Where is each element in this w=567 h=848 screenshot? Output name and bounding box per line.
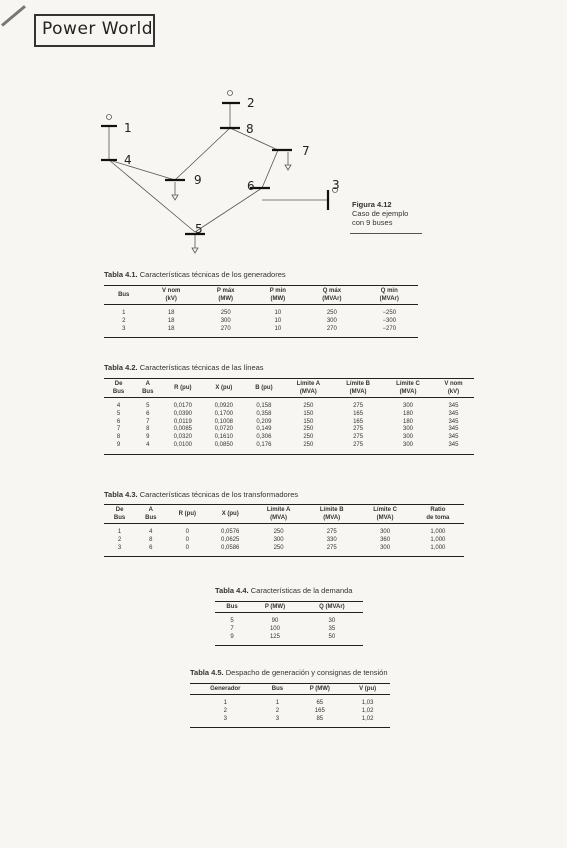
- table-cell: 0,0119: [173, 418, 192, 425]
- column-header-text: (MVA): [349, 389, 367, 395]
- table-cell: 275: [353, 426, 364, 433]
- column-header: [294, 684, 345, 695]
- table-cell: 250: [273, 529, 284, 535]
- column-header: [412, 505, 464, 524]
- table-cell: 165: [314, 707, 325, 714]
- table-cell: 2: [275, 707, 280, 714]
- table-row: [190, 695, 390, 708]
- table-row: [104, 537, 464, 545]
- table-cell: −270: [361, 326, 418, 338]
- table-row: [104, 326, 418, 338]
- column-header: [104, 286, 143, 305]
- table-cell: 345: [448, 418, 459, 425]
- column-header-text: A: [148, 507, 153, 513]
- table-cell: 250: [284, 442, 334, 454]
- table-cell: 0,0625: [221, 536, 240, 543]
- column-header: [190, 684, 261, 695]
- table-cell: 275: [333, 442, 383, 454]
- table-row: [104, 411, 474, 419]
- table-cell: 0,0085: [173, 426, 193, 433]
- table-cell: 3: [104, 326, 143, 338]
- column-header-text: (MW): [218, 296, 234, 302]
- table-cell: 65: [316, 700, 324, 706]
- table-cell: 0,1008: [214, 418, 233, 425]
- table-cell: 18: [143, 326, 198, 338]
- table-cell: 0,0576: [221, 529, 240, 535]
- table-cell: 18: [167, 317, 175, 324]
- table-cell: 300: [403, 403, 414, 409]
- table-cell: 7: [230, 625, 234, 632]
- table-header-row: [104, 505, 464, 524]
- table-cell: 0,0720: [214, 426, 233, 433]
- column-header-text: R (pu): [174, 385, 192, 391]
- column-header-text: Bus: [113, 515, 126, 521]
- table-cell: 300: [326, 317, 337, 324]
- line-4-5: [109, 160, 195, 232]
- table-cell: 345: [433, 442, 474, 454]
- table-cell: 0,0390: [173, 410, 193, 417]
- column-header: [104, 379, 133, 398]
- table-cell: 250: [303, 403, 314, 409]
- column-header-text: Límite A: [296, 381, 321, 387]
- table-cell: 0,176: [244, 442, 283, 454]
- table-cell: 2: [117, 536, 122, 543]
- table-cell: 4: [116, 403, 121, 409]
- table-cell: 1: [223, 700, 227, 706]
- table-cell: 165: [353, 410, 364, 417]
- table-cell: 8: [116, 434, 121, 441]
- column-header: [253, 286, 304, 305]
- column-header-text: (MVA): [270, 515, 288, 521]
- table-header-row: [215, 602, 363, 613]
- table-cell: 30: [328, 618, 336, 624]
- column-header-text: De: [114, 381, 123, 387]
- column-header-text: Bus: [112, 389, 125, 395]
- column-header: [284, 379, 334, 398]
- table-row: [190, 716, 390, 728]
- column-header-text: (MVAr): [322, 296, 342, 302]
- table-header-row: [104, 286, 418, 305]
- column-header-text: Límite A: [266, 507, 291, 513]
- table-cell: 345: [448, 403, 459, 409]
- column-header-text: De: [115, 507, 124, 513]
- column-header-text: (kV): [447, 389, 460, 395]
- table-row: [104, 419, 474, 427]
- column-header: [143, 286, 198, 305]
- figure-rule: [350, 233, 422, 234]
- table-cell: 150: [303, 410, 314, 417]
- table-cell: 0,0170: [173, 403, 193, 409]
- column-header-text: X (pu): [215, 385, 233, 391]
- table-cell: 7: [116, 426, 121, 433]
- table-cell: 1,000: [430, 536, 446, 543]
- table-cell: 165: [353, 418, 364, 425]
- table-cell: 5: [230, 618, 234, 624]
- table-cell: 300: [403, 426, 414, 433]
- column-header: [203, 379, 244, 398]
- column-header-text: Generador: [210, 686, 241, 692]
- table-cell: 2: [122, 317, 126, 324]
- column-header: [358, 505, 411, 524]
- column-header: [208, 505, 252, 524]
- bus-label-3: 3: [332, 178, 340, 192]
- line-6-5: [195, 188, 262, 232]
- table-cell: 150: [303, 418, 314, 425]
- table-cell: 275: [353, 403, 364, 409]
- table-cell: 300: [403, 434, 414, 441]
- lines-table: [104, 378, 474, 455]
- column-header: [104, 505, 135, 524]
- table-cell: 345: [448, 434, 459, 441]
- column-header: [433, 379, 474, 398]
- column-header-text: de toma: [426, 515, 450, 521]
- table-cell: 360: [380, 536, 391, 543]
- table-row: [104, 442, 474, 454]
- figure-caption-line-2: con 9 buses: [352, 218, 393, 227]
- table-cell: 1,02: [345, 716, 390, 728]
- table-row: [104, 434, 474, 442]
- column-header: [166, 505, 208, 524]
- column-header-text: Bus: [142, 389, 154, 395]
- table-cell: 0,0100: [162, 442, 203, 454]
- table-cell: 4: [149, 529, 153, 535]
- table-row: [104, 318, 418, 326]
- column-header-text: Bus: [118, 292, 130, 298]
- figure-number: Figura 4.12: [352, 200, 392, 209]
- column-header-text: V nom: [162, 288, 181, 294]
- table2-caption: Tabla 4.2. Características técnicas de las líneas: [104, 363, 264, 372]
- column-header: [301, 602, 363, 613]
- column-header-text: Límite B: [319, 507, 344, 513]
- table-cell: 300: [358, 545, 411, 557]
- table-cell: 0,1700: [214, 410, 233, 417]
- table-cell: 6: [146, 410, 150, 417]
- column-header-text: (kV): [165, 296, 177, 302]
- bus-label-6: 6: [247, 179, 255, 193]
- bus-label-5: 5: [195, 222, 203, 236]
- column-header: [305, 505, 358, 524]
- column-header-text: V nom: [444, 381, 463, 387]
- table-cell: 0,0850: [203, 442, 244, 454]
- table-row: [104, 398, 474, 411]
- column-header: [199, 286, 253, 305]
- column-header-text: Bus: [271, 686, 284, 692]
- column-header-text: P máx: [216, 288, 235, 294]
- table1-caption: Tabla 4.1. Características técnicas de los generadores: [104, 270, 286, 279]
- column-header-text: (MVA): [399, 389, 417, 395]
- table-cell: 345: [448, 410, 459, 417]
- column-header-text: (MVA): [299, 389, 317, 395]
- table-cell: 270: [303, 326, 360, 338]
- table4-caption: Tabla 4.4. Características de la demanda: [215, 586, 353, 595]
- table-cell: 0,1610: [214, 434, 233, 441]
- table-cell: 18: [167, 310, 175, 316]
- column-header-text: (MW): [270, 296, 286, 302]
- column-header-text: X (pu): [221, 511, 239, 517]
- table-row: [104, 426, 474, 434]
- table-cell: 125: [249, 634, 301, 646]
- column-header-text: P (MW): [309, 686, 330, 692]
- column-header: [361, 286, 418, 305]
- table-cell: 250: [303, 434, 314, 441]
- column-header: [244, 379, 283, 398]
- column-header: [383, 379, 433, 398]
- table-cell: 3: [104, 545, 135, 557]
- table-cell: 1: [117, 529, 122, 535]
- column-header: [261, 684, 295, 695]
- table-cell: 7: [146, 418, 150, 425]
- table-cell: 0: [166, 545, 208, 557]
- table-cell: 275: [353, 434, 364, 441]
- column-header: [162, 379, 203, 398]
- column-header-text: B (pu): [255, 385, 273, 391]
- table-cell: −300: [382, 317, 397, 324]
- table-cell: 1: [275, 700, 280, 706]
- bus-label-1: 1: [124, 121, 132, 135]
- column-header: [252, 505, 305, 524]
- column-header-text: (MVA): [376, 515, 394, 521]
- table-cell: 10: [274, 310, 282, 316]
- table-cell: 0,0586: [208, 545, 252, 557]
- column-header-text: Bus: [226, 604, 238, 610]
- table-cell: 50: [301, 634, 363, 646]
- column-header-text: Q máx: [322, 288, 342, 294]
- demand-table: [215, 601, 363, 646]
- column-header-text: A: [145, 381, 150, 387]
- table-cell: 0,0920: [214, 403, 233, 409]
- column-header-text: R (pu): [178, 511, 196, 517]
- table-cell: −250: [382, 310, 397, 316]
- table-cell: 6: [135, 545, 166, 557]
- transformers-table: [104, 504, 464, 557]
- table-cell: 10: [253, 326, 304, 338]
- table-cell: 250: [303, 426, 314, 433]
- table-cell: 270: [199, 326, 253, 338]
- table-cell: 1,000: [430, 529, 446, 535]
- table-cell: 300: [220, 317, 231, 324]
- column-header-text: Límite C: [373, 507, 397, 513]
- column-header-text: Ratio: [430, 507, 446, 513]
- table-cell: 2: [223, 707, 227, 714]
- table-cell: 90: [271, 618, 279, 624]
- column-header: [333, 379, 383, 398]
- column-header-text: (MVAr): [379, 296, 399, 302]
- column-header: [135, 505, 166, 524]
- table-cell: 250: [220, 310, 231, 316]
- column-header: [303, 286, 360, 305]
- column-header-text: Límite C: [396, 381, 420, 387]
- table-cell: 0,209: [256, 418, 272, 425]
- table-row: [215, 613, 363, 626]
- table-cell: 5: [146, 403, 150, 409]
- table3-caption: Tabla 4.3. Características técnicas de los transformadores: [104, 490, 299, 499]
- table-cell: 3: [261, 716, 295, 728]
- table-cell: 0,149: [256, 426, 272, 433]
- table-cell: 0: [185, 536, 190, 543]
- table-cell: 4: [133, 442, 162, 454]
- table-header-row: [190, 684, 390, 695]
- table-cell: 10: [274, 317, 282, 324]
- table-cell: 9: [146, 434, 150, 441]
- nine-bus-diagram: [0, 0, 567, 260]
- line-9-8: [175, 128, 230, 180]
- line-8-7: [230, 128, 278, 150]
- table-cell: 1: [122, 310, 126, 316]
- table-cell: 180: [403, 418, 414, 425]
- table-cell: 1,000: [412, 545, 464, 557]
- table-cell: 300: [273, 536, 284, 543]
- column-header-text: (MVA): [323, 515, 341, 521]
- table-row: [190, 708, 390, 716]
- column-header-text: Q min: [380, 288, 398, 294]
- table-cell: 9: [104, 442, 133, 454]
- column-header-text: Q (MVAr): [319, 604, 345, 610]
- table-cell: 5: [116, 410, 121, 417]
- table-row: [104, 524, 464, 537]
- table-cell: 250: [252, 545, 305, 557]
- table-cell: 275: [326, 529, 337, 535]
- column-header-text: Límite B: [346, 381, 370, 387]
- column-header-text: V (pu): [359, 686, 377, 692]
- line-4-9: [109, 160, 175, 180]
- table-cell: 250: [326, 310, 337, 316]
- table-cell: 0,358: [256, 410, 272, 417]
- column-header: [215, 602, 249, 613]
- table-cell: 100: [269, 625, 280, 632]
- table-cell: 0: [185, 529, 190, 535]
- table-cell: 8: [146, 426, 150, 433]
- table-cell: 1,02: [361, 707, 374, 714]
- table-row: [215, 626, 363, 634]
- table-cell: 345: [448, 426, 459, 433]
- column-header: [249, 602, 301, 613]
- column-header-text: P (MW): [264, 604, 286, 610]
- page-title: Power World: [42, 19, 154, 39]
- line-7-6: [262, 150, 278, 188]
- table-cell: 330: [326, 536, 337, 543]
- table-cell: 275: [305, 545, 358, 557]
- table-row: [104, 545, 464, 557]
- generators-table: [104, 285, 418, 338]
- table-cell: 1,03: [361, 700, 374, 706]
- table-cell: 0,306: [256, 434, 272, 441]
- bus-label-9: 9: [194, 173, 202, 187]
- column-header-text: P min: [269, 288, 286, 294]
- bus-label-7: 7: [302, 144, 310, 158]
- table-row: [104, 305, 418, 318]
- table-row: [215, 634, 363, 646]
- bus-label-8: 8: [246, 122, 254, 136]
- table-cell: 0,158: [256, 403, 272, 409]
- figure-caption: [352, 200, 408, 227]
- dispatch-table: [190, 683, 390, 728]
- table-cell: 9: [215, 634, 249, 646]
- table-cell: 300: [380, 529, 391, 535]
- table-cell: 6: [116, 418, 121, 425]
- table-cell: 8: [149, 536, 153, 543]
- table-cell: 85: [294, 716, 345, 728]
- table-cell: 35: [328, 625, 336, 632]
- table-cell: 300: [383, 442, 433, 454]
- bus-label-4: 4: [124, 153, 132, 167]
- table-cell: 0,0320: [173, 434, 193, 441]
- figure-caption-line-1: Caso de ejemplo: [352, 209, 409, 218]
- table-cell: 3: [190, 716, 261, 728]
- table-header-row: [104, 379, 474, 398]
- table-cell: 180: [403, 410, 414, 417]
- column-header-text: Bus: [145, 515, 157, 521]
- bus-label-2: 2: [247, 96, 255, 110]
- column-header: [133, 379, 162, 398]
- table5-caption: Tabla 4.5. Despacho de generación y consignas de tensión: [190, 668, 388, 677]
- column-header: [345, 684, 390, 695]
